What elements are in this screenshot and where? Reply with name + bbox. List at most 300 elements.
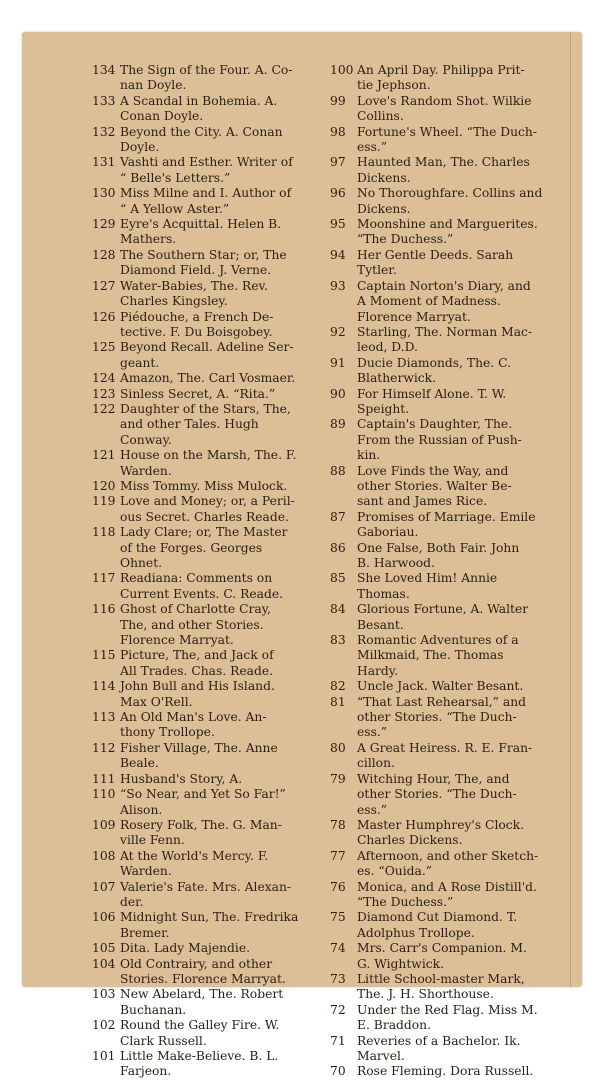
entry-number: 79 <box>330 771 346 786</box>
entry-number: 72 <box>330 1002 346 1017</box>
catalog-entry <box>330 387 554 418</box>
entry-number: 83 <box>330 633 346 648</box>
entry-number: 127 <box>92 278 116 293</box>
entry-line: Moonshine and Marguerites. <box>357 217 538 232</box>
entry-line: The. J. H. Shorthouse. <box>357 987 494 1002</box>
entry-number: 107 <box>92 879 116 894</box>
entry-number: 99 <box>330 93 346 108</box>
entry-line: der. <box>120 894 144 909</box>
entry-line: Buchanan. <box>120 1002 187 1017</box>
entry-line: Speight. <box>357 401 410 416</box>
entry-number: 87 <box>330 509 346 524</box>
entry-number: 77 <box>330 848 346 863</box>
entry-number: 121 <box>92 448 116 463</box>
entry-number: 114 <box>92 679 116 694</box>
entry-text <box>357 772 554 818</box>
entry-line: “That Last Rehearsal,” and <box>357 694 526 709</box>
catalog-entry <box>92 63 317 94</box>
entry-line: Little School-master Mark, <box>357 971 525 986</box>
entry-number: 94 <box>330 247 346 262</box>
entry-text <box>357 325 554 356</box>
entry-line: Charles Kingsley. <box>120 294 228 309</box>
entry-line: Starling, The. Norman Mac- <box>357 324 533 339</box>
entry-line: A Scandal in Bohemia. A. <box>120 93 278 108</box>
catalog-entry <box>92 155 317 186</box>
entry-number: 126 <box>92 309 116 324</box>
entry-number: 88 <box>330 463 346 478</box>
entry-number: 92 <box>330 324 346 339</box>
entry-text <box>120 155 317 186</box>
catalog-entry <box>92 941 317 956</box>
entry-number: 90 <box>330 386 346 401</box>
catalog-entry <box>92 772 317 787</box>
catalog-entry <box>92 494 317 525</box>
catalog-entry <box>330 510 554 541</box>
entry-text <box>120 340 317 371</box>
entry-number: 106 <box>92 910 116 925</box>
catalog-entry <box>92 217 317 248</box>
entry-line: Diamond Field. J. Verne. <box>120 263 272 278</box>
entry-text <box>120 957 317 988</box>
catalog-entry <box>330 1003 554 1034</box>
entry-number: 129 <box>92 217 116 232</box>
entry-line: tective. F. Du Boisgobey. <box>120 324 273 339</box>
entry-text <box>357 910 554 941</box>
catalog-entry <box>92 279 317 310</box>
entry-number: 118 <box>92 525 116 540</box>
entry-number: 124 <box>92 371 116 386</box>
entry-line: ess.” <box>357 725 388 740</box>
entry-line: es. “Ouida.” <box>357 864 433 879</box>
catalog-entry <box>330 941 554 972</box>
catalog-entry <box>330 972 554 1003</box>
entry-line: “ A Yellow Aster.” <box>120 201 230 216</box>
entry-line: Ohnet. <box>120 556 163 570</box>
entry-line: Florence Marryat. <box>120 633 234 648</box>
entry-text <box>357 695 554 741</box>
entry-text <box>357 818 554 849</box>
entry-line: Gaboriau. <box>357 525 419 540</box>
entry-line: Amazon, The. Carl Vosmaer. <box>120 371 296 386</box>
entry-text <box>357 880 554 911</box>
entry-line: Milkmaid, The. Thomas <box>357 648 504 663</box>
entry-line: House on the Marsh, The. F. <box>120 448 297 463</box>
entry-line: Warden. <box>120 463 172 478</box>
entry-text <box>357 541 554 572</box>
entry-text <box>120 818 317 849</box>
entry-line: Captain's Daughter, The. <box>357 417 513 432</box>
entry-line: Clark Russell. <box>120 1033 207 1048</box>
entry-line: Conway. <box>120 432 172 447</box>
catalog-entry <box>92 387 317 402</box>
catalog-entry <box>330 679 554 694</box>
catalog-entry <box>330 155 554 186</box>
entry-text <box>120 248 317 279</box>
catalog-entry <box>330 880 554 911</box>
entry-number: 112 <box>92 740 116 755</box>
entry-line: Ducie Diamonds, The. C. <box>357 355 511 370</box>
entry-number: 71 <box>330 1033 346 1048</box>
entry-line: Reveries of a Bachelor. Ik. <box>357 1033 521 1048</box>
entry-line: A Moment of Madness. <box>357 294 501 309</box>
entry-number: 95 <box>330 217 346 232</box>
entry-text <box>357 571 554 602</box>
entry-number: 123 <box>92 386 116 401</box>
entry-line: Besant. <box>357 617 404 632</box>
entry-line: Her Gentle Deeds. Sarah <box>357 247 514 262</box>
entry-line: All Trades. Chas. Reade. <box>120 663 274 678</box>
catalog-entry <box>330 772 554 818</box>
entry-text <box>120 741 317 772</box>
entry-text <box>120 987 317 1018</box>
entry-number: 128 <box>92 247 116 262</box>
entry-text <box>357 155 554 186</box>
entry-text <box>357 679 554 694</box>
entry-text <box>357 94 554 125</box>
entry-text <box>357 356 554 387</box>
entry-line: Midnight Sun, The. Fredrika <box>120 910 299 925</box>
entry-text <box>120 602 317 648</box>
entry-line: Mathers. <box>120 232 177 247</box>
entry-line: Vashti and Esther. Writer of <box>120 155 293 170</box>
entry-number: 78 <box>330 817 346 832</box>
entry-line: Haunted Man, The. Charles <box>357 155 530 170</box>
catalog-entry <box>92 1018 317 1049</box>
entry-line: Old Contrairy, and other <box>120 956 273 971</box>
entry-number: 132 <box>92 124 116 139</box>
entry-number: 122 <box>92 401 116 416</box>
catalog-entry <box>92 957 317 988</box>
catalog-entry <box>330 186 554 217</box>
entry-line: sant and James Rice. <box>357 494 488 509</box>
entry-line: Captain Norton's Diary, and <box>357 278 531 293</box>
catalog-entry <box>92 910 317 941</box>
entry-line: Diamond Cut Diamond. T. <box>357 910 518 925</box>
entry-line: Stories. Florence Marryat. <box>120 971 286 986</box>
catalog-entry <box>92 787 317 818</box>
catalog-entry <box>92 987 317 1018</box>
entry-line: One False, Both Fair. John <box>357 540 520 555</box>
catalog-entry <box>330 248 554 279</box>
entry-line: John Bull and His Island. <box>120 679 275 694</box>
entry-text <box>120 448 317 479</box>
entry-text <box>120 63 317 94</box>
entry-text <box>357 217 554 248</box>
catalog-entry <box>92 525 317 571</box>
entry-line: Witching Hour, The, and <box>357 771 510 786</box>
entry-number: 120 <box>92 478 116 493</box>
entry-number: 113 <box>92 710 116 725</box>
entry-number: 116 <box>92 602 116 617</box>
catalog-entry <box>330 417 554 463</box>
entry-line: “So Near, and Yet So Far!” <box>120 787 286 802</box>
entry-line: Eyre's Acquittal. Helen B. <box>120 217 282 232</box>
entry-number: 82 <box>330 679 346 694</box>
catalog-entry <box>330 63 554 94</box>
entry-line: geant. <box>120 355 160 370</box>
entry-line: Rose Fleming. Dora Russell. <box>357 1064 534 1079</box>
entry-line: nan Doyle. <box>120 78 187 93</box>
entry-line: Current Events. C. Reade. <box>120 586 284 601</box>
entry-text <box>120 571 317 602</box>
entry-text <box>120 125 317 156</box>
entry-line: Daughter of the Stars, The, <box>120 401 291 416</box>
entry-line: Fisher Village, The. Anne <box>120 740 278 755</box>
entry-line: “The Duchess.” <box>357 232 454 247</box>
entry-line: “ Belle's Letters.” <box>120 170 231 185</box>
right-column <box>330 63 554 1080</box>
catalog-entry <box>92 849 317 880</box>
entry-line: The, and other Stories. <box>120 617 264 632</box>
entry-line: Water-Babies, The. Rev. <box>120 278 268 293</box>
entry-text <box>120 787 317 818</box>
entry-line: Husband's Story, A. <box>120 771 243 786</box>
entry-text <box>357 464 554 510</box>
entry-number: 74 <box>330 941 346 956</box>
entry-line: Farjeon. <box>120 1064 172 1079</box>
entry-line: Thomas. <box>357 586 410 601</box>
entry-line: Ghost of Charlotte Cray, <box>120 602 271 617</box>
entry-line: thony Trollope. <box>120 725 215 740</box>
catalog-entry <box>92 371 317 386</box>
catalog-entry <box>330 849 554 880</box>
catalog-entry <box>330 1064 554 1079</box>
entry-line: An Old Man's Love. An- <box>120 710 267 725</box>
entry-number: 104 <box>92 956 116 971</box>
entry-line: For Himself Alone. T. W. <box>357 386 507 401</box>
entry-line: Rosery Folk, The. G. Man- <box>120 817 282 832</box>
entry-number: 125 <box>92 340 116 355</box>
entry-line: Fortune's Wheel. “The Duch- <box>357 124 537 139</box>
entry-number: 93 <box>330 278 346 293</box>
entry-line: Uncle Jack. Walter Besant. <box>357 679 524 694</box>
catalog-entry <box>92 818 317 849</box>
entry-number: 86 <box>330 540 346 555</box>
entry-line: Dickens. <box>357 201 411 216</box>
entry-line: Glorious Fortune, A. Walter <box>357 602 529 617</box>
entry-number: 76 <box>330 879 346 894</box>
entry-text <box>120 525 317 571</box>
entry-line: Monica, and A Rose Distill'd. <box>357 879 537 894</box>
entry-text <box>120 371 317 386</box>
entry-text <box>357 248 554 279</box>
catalog-entry <box>92 710 317 741</box>
catalog-entry <box>330 741 554 772</box>
catalog-entry <box>330 695 554 741</box>
entry-line: Little Make-Believe. B. L. <box>120 1049 279 1063</box>
entry-line: Dickens. <box>357 170 411 185</box>
entry-number: 105 <box>92 941 116 956</box>
entry-line: Promises of Marriage. Emile <box>357 509 536 524</box>
entry-line: Beyond the City. A. Conan <box>120 124 283 139</box>
entry-line: Florence Marryat. <box>357 309 471 324</box>
entry-number: 130 <box>92 186 116 201</box>
left-column <box>92 63 317 1080</box>
entry-text <box>120 1018 317 1049</box>
entry-line: Hardy. <box>357 663 399 678</box>
entry-line: Bremer. <box>120 925 170 940</box>
entry-text <box>120 479 317 494</box>
entry-line: and other Tales. Hugh <box>120 417 259 432</box>
catalog-entry <box>330 279 554 325</box>
entry-line: Marvel. <box>357 1049 405 1063</box>
entry-line: Round the Galley Fire. W. <box>120 1018 280 1033</box>
entry-text <box>357 602 554 633</box>
entry-text <box>357 1034 554 1065</box>
entry-number: 96 <box>330 186 346 201</box>
entry-line: An April Day. Philippa Prit- <box>357 63 525 77</box>
entry-line: E. Braddon. <box>357 1018 432 1033</box>
entry-text <box>357 633 554 679</box>
catalog-entry <box>330 602 554 633</box>
entry-text <box>120 402 317 448</box>
entry-text <box>120 1049 317 1080</box>
entry-number: 89 <box>330 417 346 432</box>
entry-line: cillon. <box>357 756 395 771</box>
entry-number: 108 <box>92 848 116 863</box>
entry-line: B. Harwood. <box>357 556 435 570</box>
catalog-entry <box>330 541 554 572</box>
catalog-entry <box>92 679 317 710</box>
catalog-entry <box>92 94 317 125</box>
entry-line: other Stories. Walter Be- <box>357 478 512 493</box>
page-fold <box>570 32 571 987</box>
entry-line: A Great Heiress. R. E. Fran- <box>357 740 533 755</box>
catalog-entry <box>330 125 554 156</box>
entry-number: 91 <box>330 355 346 370</box>
entry-number: 80 <box>330 740 346 755</box>
catalog-entry <box>92 571 317 602</box>
entry-text <box>120 772 317 787</box>
entry-number: 134 <box>92 63 116 77</box>
catalog-entry <box>92 880 317 911</box>
entry-line: Under the Red Flag. Miss M. <box>357 1002 538 1017</box>
catalog-entry <box>330 1034 554 1065</box>
entry-number: 102 <box>92 1018 116 1033</box>
catalog-entry <box>92 1049 317 1080</box>
catalog-entry <box>92 402 317 448</box>
entry-line: Sinless Secret, A. “Rita.” <box>120 386 276 401</box>
entry-number: 97 <box>330 155 346 170</box>
entry-line: Beyond Recall. Adeline Ser- <box>120 340 294 355</box>
catalog-entry <box>92 310 317 341</box>
entry-number: 103 <box>92 987 116 1002</box>
entry-line: Lady Clare; or, The Master <box>120 525 288 540</box>
entry-number: 101 <box>92 1049 116 1063</box>
entry-text <box>357 63 554 94</box>
catalog-entry <box>330 356 554 387</box>
entry-line: ess.” <box>357 140 388 155</box>
entry-text <box>120 648 317 679</box>
entry-text <box>120 941 317 956</box>
entry-text <box>357 510 554 541</box>
entry-line: Love's Random Shot. Wilkie <box>357 93 532 108</box>
entry-line: Dita. Lady Majendie. <box>120 941 251 956</box>
entry-line: Romantic Adventures of a <box>357 633 519 648</box>
catalog-entry <box>92 448 317 479</box>
entry-number: 109 <box>92 817 116 832</box>
entry-text <box>357 125 554 156</box>
entry-line: leod, D.D. <box>357 340 418 355</box>
entry-number: 133 <box>92 93 116 108</box>
entry-line: Picture, The, and Jack of <box>120 648 274 663</box>
entry-number: 131 <box>92 155 116 170</box>
catalog-entry <box>92 602 317 648</box>
entry-line: Tytler. <box>357 263 397 278</box>
entry-line: Doyle. <box>120 140 160 155</box>
entry-line: of the Forges. Georges <box>120 540 263 555</box>
entry-number: 115 <box>92 648 116 663</box>
entry-text <box>357 279 554 325</box>
entry-line: kin. <box>357 448 381 463</box>
entry-number: 111 <box>92 771 116 786</box>
entry-line: Beale. <box>120 756 159 771</box>
entry-line: Love and Money; or, a Peril- <box>120 494 295 509</box>
catalog-entry <box>92 741 317 772</box>
entry-line: ous Secret. Charles Reade. <box>120 509 289 524</box>
catalog-entry <box>92 340 317 371</box>
entry-number: 70 <box>330 1064 346 1079</box>
entry-number: 117 <box>92 571 116 586</box>
entry-number: 81 <box>330 694 346 709</box>
entry-number: 100 <box>330 63 354 77</box>
entry-line: “The Duchess.” <box>357 894 454 909</box>
entry-text <box>120 279 317 310</box>
entry-line: Alison. <box>120 802 163 817</box>
entry-text <box>120 494 317 525</box>
catalog-entry <box>92 248 317 279</box>
entry-line: Miss Milne and I. Author of <box>120 186 292 201</box>
entry-text <box>120 310 317 341</box>
entry-line: She Loved Him! Annie <box>357 571 498 586</box>
entry-line: New Abelard, The. Robert <box>120 987 284 1002</box>
entry-line: ville Fenn. <box>120 833 185 848</box>
entry-line: Warden. <box>120 864 172 879</box>
entry-line: Mrs. Carr's Companion. M. <box>357 941 527 956</box>
entry-text <box>357 387 554 418</box>
entry-line: Adolphus Trollope. <box>357 925 475 940</box>
entry-text <box>357 1064 554 1079</box>
entry-line: From the Russian of Push- <box>357 432 522 447</box>
entry-line: G. Wightwick. <box>357 956 444 971</box>
entry-line: Conan Doyle. <box>120 109 204 124</box>
entry-text <box>120 387 317 402</box>
entry-text <box>120 186 317 217</box>
entry-text <box>357 741 554 772</box>
entry-line: The Southern Star; or, The <box>120 247 287 262</box>
catalog-entry <box>92 186 317 217</box>
entry-text <box>357 186 554 217</box>
entry-line: Master Humphrey's Clock. <box>357 817 525 832</box>
entry-text <box>120 217 317 248</box>
catalog-entry <box>330 464 554 510</box>
entry-line: Blatherwick. <box>357 371 437 386</box>
entry-line: No Thoroughfare. Collins and <box>357 186 543 201</box>
catalog-entry <box>330 633 554 679</box>
catalog-entry <box>92 125 317 156</box>
catalog-entry <box>330 818 554 849</box>
entry-text <box>120 679 317 710</box>
entry-line: other Stories. “The Duch- <box>357 710 517 725</box>
catalog-entry <box>92 648 317 679</box>
entry-text <box>357 849 554 880</box>
entry-number: 84 <box>330 602 346 617</box>
entry-text <box>120 849 317 880</box>
entry-number: 98 <box>330 124 346 139</box>
catalog-entry <box>92 479 317 494</box>
catalog-entry <box>330 325 554 356</box>
entry-number: 75 <box>330 910 346 925</box>
